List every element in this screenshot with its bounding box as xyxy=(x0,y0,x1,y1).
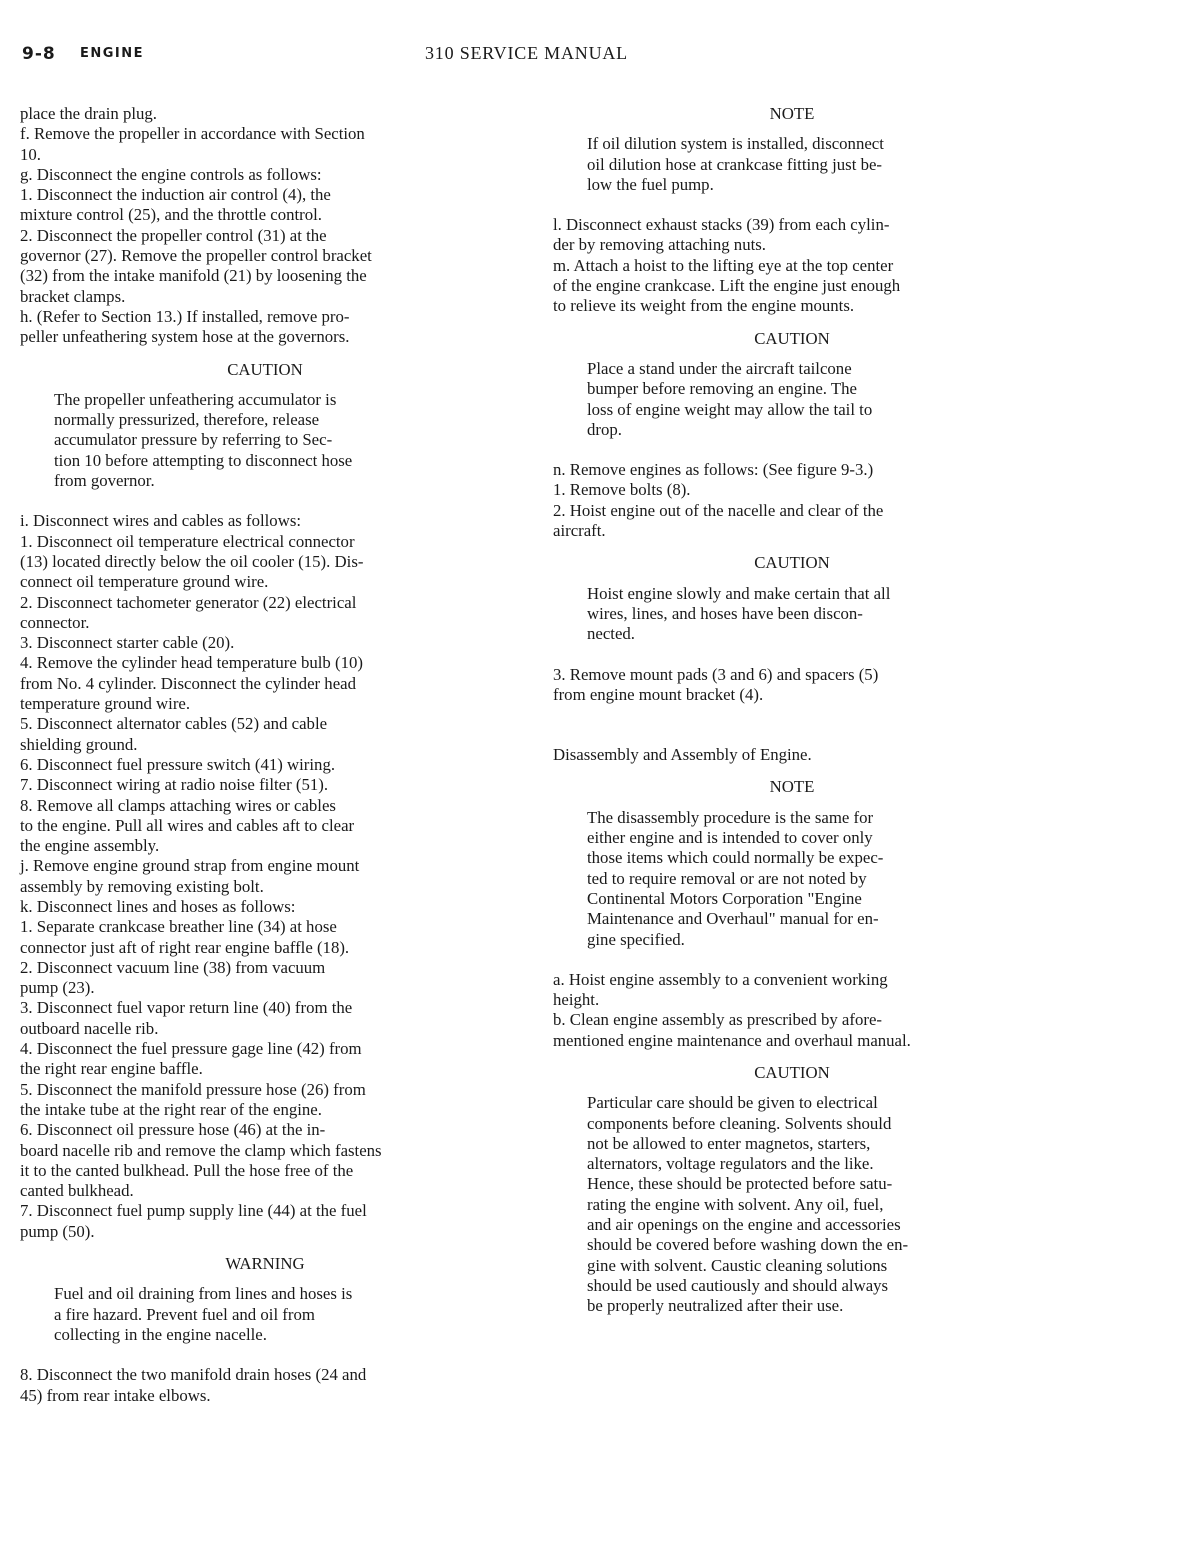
text-line: Hence, these should be protected before satu- xyxy=(587,1174,893,1194)
text-line: 3. Disconnect starter cable (20). xyxy=(20,633,235,653)
text-line: board nacelle rib and remove the clamp which fastens xyxy=(20,1140,382,1160)
text-line: 5. Disconnect alternator cables (52) and cable xyxy=(20,714,328,734)
text-line: components before cleaning. Solvents should xyxy=(587,1113,892,1133)
text-line: canted bulkhead. xyxy=(20,1181,134,1201)
text-line: connector just aft of right rear engine baffle (18). xyxy=(20,937,350,957)
text-line: not be allowed to enter magnetos, starters, xyxy=(587,1133,871,1153)
text-line: to the engine. Pull all wires and cables aft to clear xyxy=(20,815,355,835)
text-line: bracket clamps. xyxy=(20,286,126,306)
text-line: it to the canted bulkhead. Pull the hose free of the xyxy=(20,1160,354,1180)
text-line: and air openings on the engine and accessories xyxy=(587,1215,901,1235)
text-line: f. Remove the propeller in accordance with Section xyxy=(20,124,365,144)
text-line: height. xyxy=(553,990,600,1010)
text-line: aircraft. xyxy=(553,521,606,541)
warning-text xyxy=(20,1284,510,1345)
text-line: a. Hoist engine assembly to a convenient working xyxy=(553,969,888,989)
text-line: (32) from the intake manifold (21) by loosening the xyxy=(20,266,367,286)
text-line: gine with solvent. Caustic cleaning solutions xyxy=(587,1255,888,1275)
caution-heading: CAUTION xyxy=(754,328,830,348)
text-line: place the drain plug. xyxy=(20,104,157,123)
caution-text xyxy=(553,1093,1031,1316)
text-line: a fire hazard. Prevent fuel and oil from xyxy=(54,1304,315,1324)
caution-heading: CAUTION xyxy=(227,359,303,379)
text-line: g. Disconnect the engine controls as follows: xyxy=(20,164,322,184)
text-line: connect oil temperature ground wire. xyxy=(20,572,269,592)
text-line: Continental Motors Corporation "Engine xyxy=(587,888,862,908)
text-line: 4. Remove the cylinder head temperature bulb (10) xyxy=(20,653,363,673)
text-line: be properly neutralized after their use. xyxy=(587,1296,844,1316)
text-line: The disassembly procedure is the same for xyxy=(587,807,874,827)
text-line: rating the engine with solvent. Any oil, fuel, xyxy=(587,1194,884,1214)
left-column xyxy=(20,104,510,1406)
text-line: outboard nacelle rib. xyxy=(20,1018,159,1038)
text-line: Place a stand under the aircraft tailcone xyxy=(587,358,852,378)
text-line: 10. xyxy=(20,144,41,164)
text-line: Hoist engine slowly and make certain that all xyxy=(587,583,891,603)
text-line: bumper before removing an engine. The xyxy=(587,379,857,399)
text-line: collecting in the engine nacelle. xyxy=(54,1324,267,1344)
text-line: connector. xyxy=(20,612,90,632)
text-line: peller unfeathering system hose at the governors. xyxy=(20,327,350,347)
text-line: k. Disconnect lines and hoses as follows: xyxy=(20,896,296,916)
warning-heading: WARNING xyxy=(225,1254,305,1274)
text-line: der by removing attaching nuts. xyxy=(553,235,766,255)
text-line: oil dilution hose at crankcase fitting just be- xyxy=(587,154,882,174)
text-line: loss of engine weight may allow the tail to xyxy=(587,399,873,419)
text-line: h. (Refer to Section 13.) If installed, remove pro- xyxy=(20,306,350,326)
text-line: from No. 4 cylinder. Disconnect the cylinder head xyxy=(20,673,356,693)
text-line: drop. xyxy=(587,419,622,439)
text-line: ted to require removal or are not noted by xyxy=(587,868,867,888)
text-line: pump (23). xyxy=(20,978,95,998)
text-line: 3. Disconnect fuel vapor return line (40) from the xyxy=(20,998,353,1018)
text-line: mixture control (25), and the throttle control. xyxy=(20,205,322,225)
text-line: 3. Remove mount pads (3 and 6) and spacers (5) xyxy=(553,664,879,684)
text-line: the right rear engine baffle. xyxy=(20,1059,203,1079)
text-line: either engine and is intended to cover only xyxy=(587,828,873,848)
text-line: (13) located directly below the oil cooler (15). Dis- xyxy=(20,551,364,571)
text-line: pump (50). xyxy=(20,1221,95,1241)
text-line: should be covered before washing down the en- xyxy=(587,1235,909,1255)
text-line: j. Remove engine ground strap from engine mount xyxy=(20,856,360,876)
subsection-heading: Disassembly and Assembly of Engine. xyxy=(553,745,812,765)
procedure-block xyxy=(553,460,1031,541)
text-line: to relieve its weight from the engine mounts. xyxy=(553,296,855,316)
text-line: 1. Disconnect oil temperature electrical connector xyxy=(20,531,355,551)
manual-title: 310 SERVICE MANUAL xyxy=(425,43,628,63)
caution-heading: CAUTION xyxy=(754,1062,830,1082)
procedure-block xyxy=(553,665,1031,706)
text-line: Maintenance and Overhaul" manual for en- xyxy=(587,909,879,929)
procedure-block xyxy=(553,970,1031,1051)
text-line: 6. Disconnect fuel pressure switch (41) wiring. xyxy=(20,754,336,774)
caution-text xyxy=(20,390,510,491)
text-line: alternators, voltage regulators and the like. xyxy=(587,1154,874,1174)
text-line: nected. xyxy=(587,624,635,644)
caution-text xyxy=(553,584,1031,645)
caution-text xyxy=(553,359,1031,440)
text-line: mentioned engine maintenance and overhaul manual. xyxy=(553,1030,911,1050)
text-line: The propeller unfeathering accumulator is xyxy=(54,389,337,409)
text-line: 1. Disconnect the induction air control (4), the xyxy=(20,185,331,205)
text-line: the engine assembly. xyxy=(20,836,160,856)
text-line: from governor. xyxy=(54,471,155,491)
text-line: 1. Separate crankcase breather line (34) at hose xyxy=(20,917,337,937)
text-line: 2. Disconnect the propeller control (31) at the xyxy=(20,225,327,245)
page-number: 9-8 xyxy=(22,44,56,64)
text-line: 1. Remove bolts (8). xyxy=(553,480,691,500)
text-line: low the fuel pump. xyxy=(587,174,714,194)
text-line: 45) from rear intake elbows. xyxy=(20,1385,211,1405)
text-line: i. Disconnect wires and cables as follows: xyxy=(20,511,302,531)
text-line: those items which could normally be expec- xyxy=(587,848,884,868)
text-line: normally pressurized, therefore, release xyxy=(54,410,320,430)
text-line: 7. Disconnect wiring at radio noise filter (51). xyxy=(20,775,329,795)
text-line: shielding ground. xyxy=(20,734,138,754)
text-line: l. Disconnect exhaust stacks (39) from each cylin- xyxy=(553,215,890,235)
text-line: wires, lines, and hoses have been discon- xyxy=(587,603,863,623)
note-heading: NOTE xyxy=(769,777,815,797)
note-text xyxy=(553,808,1031,950)
text-line: If oil dilution system is installed, disconnect xyxy=(587,134,884,154)
procedure-block xyxy=(20,1365,510,1406)
text-line: 8. Remove all clamps attaching wires or cables xyxy=(20,795,336,815)
note-heading: NOTE xyxy=(769,104,815,123)
page-header xyxy=(0,0,1203,80)
text-line: n. Remove engines as follows: (See figure 9-3.) xyxy=(553,460,874,480)
text-line: the intake tube at the right rear of the engine. xyxy=(20,1099,322,1119)
text-line: 8. Disconnect the two manifold drain hoses (24 and xyxy=(20,1365,367,1385)
text-line: 6. Disconnect oil pressure hose (46) at the in- xyxy=(20,1120,326,1140)
text-line: 5. Disconnect the manifold pressure hose (26) from xyxy=(20,1079,366,1099)
procedure-block xyxy=(553,215,1031,316)
text-line: governor (27). Remove the propeller control bracket xyxy=(20,246,372,266)
text-line: temperature ground wire. xyxy=(20,694,191,714)
caution-heading: CAUTION xyxy=(754,553,830,573)
text-line: 2. Disconnect vacuum line (38) from vacuum xyxy=(20,957,326,977)
text-line: 2. Hoist engine out of the nacelle and clear of the xyxy=(553,500,884,520)
procedure-block xyxy=(20,511,510,1242)
text-line: gine specified. xyxy=(587,929,685,949)
text-line: m. Attach a hoist to the lifting eye at the top center xyxy=(553,255,894,275)
text-line: Particular care should be given to electrical xyxy=(587,1093,878,1113)
text-line: of the engine crankcase. Lift the engine just enough xyxy=(553,276,901,296)
text-line: 2. Disconnect tachometer generator (22) electrical xyxy=(20,592,357,612)
procedure-block xyxy=(20,104,510,348)
text-line: 7. Disconnect fuel pump supply line (44) at the fuel xyxy=(20,1201,367,1221)
text-line: 4. Disconnect the fuel pressure gage line (42) from xyxy=(20,1039,362,1059)
text-line: accumulator pressure by referring to Sec- xyxy=(54,430,333,450)
text-line: tion 10 before attempting to disconnect hose xyxy=(54,450,353,470)
section-label: ENGINE xyxy=(80,46,145,61)
text-line: Fuel and oil draining from lines and hoses is xyxy=(54,1284,353,1304)
right-column xyxy=(553,104,1031,1317)
text-line: assembly by removing existing bolt. xyxy=(20,876,264,896)
text-line: from engine mount bracket (4). xyxy=(553,684,764,704)
text-line: should be used cautiously and should always xyxy=(587,1275,889,1295)
note-text xyxy=(553,134,1031,195)
text-line: b. Clean engine assembly as prescribed by afore- xyxy=(553,1010,882,1030)
